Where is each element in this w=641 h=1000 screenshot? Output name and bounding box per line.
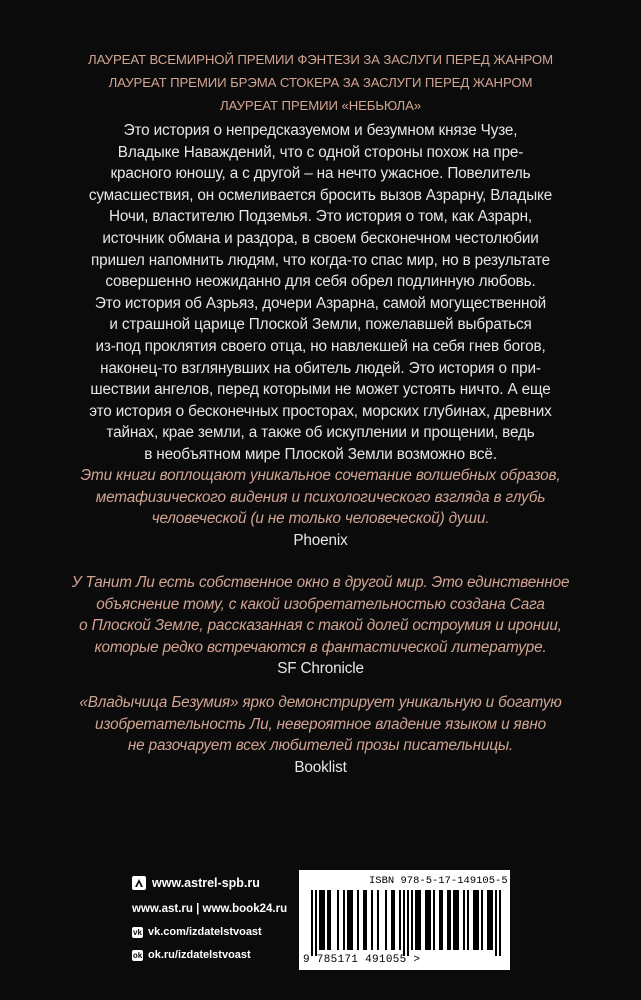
- barcode-bar: [477, 890, 479, 950]
- barcode-bar: [433, 890, 435, 950]
- site-link[interactable]: www.astrel-spb.ru: [152, 876, 260, 890]
- blurb-line: сумасшествия, он осмеливается бросить вызов Азрарну, Владыке: [88, 186, 553, 204]
- barcode-bar: [357, 890, 359, 950]
- vk-icon: vk: [133, 927, 142, 937]
- barcode-bar: [429, 890, 431, 950]
- quote-line: о Плоской Земле, рассказанная с такой долей остроумия и иронии,: [79, 617, 562, 635]
- awards-block: [0, 48, 641, 117]
- award-line: ЛАУРЕАТ ВСЕМИРНОЙ ПРЕМИИ ФЭНТЕЗИ ЗА ЗАСЛУГИ ПЕРЕД ЖАНРОМ: [88, 52, 553, 67]
- barcode-bar: [315, 890, 317, 956]
- contact-ok-row[interactable]: [132, 949, 251, 961]
- blurb-line: совершенно неожиданно для себя обрел подлинную любовь.: [105, 273, 536, 291]
- barcode-bar: [343, 890, 345, 950]
- barcode-bar: [349, 890, 351, 950]
- barcode-bar: [491, 890, 493, 950]
- barcode-bar: [419, 890, 421, 950]
- quote-line: метафизического видения и психологического взгляда в глубь: [95, 488, 546, 506]
- barcode-bar: [319, 890, 321, 950]
- blurb-line: шествии ангелов, перед которыми не может устоять ничто. А еще: [90, 381, 551, 399]
- award-line: ЛАУРЕАТ ПРЕМИИ «НЕБЬЮЛА»: [219, 98, 422, 113]
- barcode-bar: [327, 890, 329, 950]
- barcode-bar: [323, 890, 325, 950]
- contact-site-row[interactable]: [132, 876, 260, 890]
- barcode-bar: [407, 890, 409, 956]
- blurb-line: источник обмана и раздора, в своем бесконечном честолюбии: [102, 229, 539, 247]
- barcode-bar: [337, 890, 339, 950]
- quote-line: не разочарует всех любителей прозы писательницы.: [127, 737, 514, 755]
- barcode-bar: [411, 890, 413, 950]
- barcode-bar: [475, 890, 477, 950]
- quote-line: У Танит Ли есть собственное окно в другой мир. Это единственное: [71, 574, 570, 591]
- barcode-bar: [417, 890, 419, 950]
- blurb-line: наконец-то взглянувших на обитель людей. Это история о при-: [100, 359, 541, 377]
- barcode-bar: [365, 890, 367, 950]
- barcode-bar: [453, 890, 455, 950]
- blurb-line: в необъятном мире Плоской Земли возможно всё.: [144, 445, 497, 463]
- quote-source: Phoenix: [293, 531, 348, 549]
- blurb-line: пришел напомнить людям, что когда-то спас мир, но в результате: [90, 251, 551, 269]
- barcode-bar: [439, 890, 441, 950]
- blurb-line: это история о бесконечных просторах, морских глубинах, древних: [89, 402, 552, 420]
- quote-line: которые редко встречаются в фантастической литературе.: [94, 638, 547, 656]
- sites-links[interactable]: www.ast.ru | www.book24.ru: [132, 903, 288, 915]
- review-quote-booklist: [0, 692, 641, 778]
- quote-line: объяснение тому, с какой изобретательностью создана Сага: [96, 595, 545, 613]
- book-blurb: [0, 120, 641, 466]
- barcode-bar: [415, 890, 417, 950]
- barcode-bar: [391, 890, 393, 950]
- isbn-label: ISBN 978-5-17-149105-5: [369, 875, 508, 887]
- barcode-bar: [403, 890, 405, 956]
- contact-vk-row[interactable]: [132, 926, 262, 938]
- barcode-bar: [467, 890, 469, 950]
- barcode-panel: [299, 870, 510, 970]
- barcode-bar: [377, 890, 379, 950]
- blurb-line: и страшной царице Плоской Земли, пожелавшей выбраться: [109, 316, 532, 334]
- award-line: ЛАУРЕАТ ПРЕМИИ БРЭМА СТОКЕРА ЗА ЗАСЛУГИ ПЕРЕД ЖАНРОМ: [108, 75, 533, 90]
- quote-source: SF Chronicle: [277, 660, 364, 678]
- quote-source: Booklist: [294, 758, 347, 776]
- contact-sites-row[interactable]: [132, 903, 287, 915]
- barcode-bar: [447, 890, 449, 950]
- ok-icon: ok: [132, 950, 143, 960]
- review-quote-phoenix: [0, 465, 641, 551]
- barcode-bar: [425, 890, 427, 950]
- blurb-line: из-под проклятия своего отца, но навлекшей на себя гнев богов,: [95, 337, 546, 355]
- barcode-bar: [473, 890, 475, 950]
- barcode-bar: [311, 890, 313, 956]
- blurb-line: тайнах, крае земли, а также об искуплении и прощении, ведь: [106, 424, 535, 442]
- review-quote-sf-chronicle: [0, 572, 641, 680]
- blurb-line: Это история об Азрьяз, дочери Азрарна, самой могущественной: [94, 294, 547, 312]
- barcode-bar: [321, 890, 323, 950]
- quote-line: Эти книги воплощают уникальное сочетание волшебных образов,: [80, 467, 561, 484]
- barcode-digits: 9 785171 491055 >: [303, 954, 421, 966]
- barcode-bar: [441, 890, 443, 950]
- barcode-bar: [481, 890, 483, 950]
- barcode-bar: [449, 890, 451, 950]
- ok-link[interactable]: ok.ru/izdatelstvoast: [148, 949, 251, 961]
- barcode-bar: [385, 890, 387, 950]
- barcode-bar: [463, 890, 465, 950]
- quote-line: человеческой (и не только человеческой) души.: [151, 510, 490, 528]
- blurb-line: красного юношу, а с другой – на нечто ужасное. Повелитель: [110, 165, 531, 183]
- quote-line: изобретательность Ли, невероятное владение языком и явно: [94, 715, 547, 733]
- blurb-line: Владыке Наваждений, что с одной стороны похож на пре-: [117, 143, 524, 161]
- barcode-bar: [455, 890, 457, 950]
- barcode-bar: [495, 890, 497, 956]
- barcode-bar: [427, 890, 429, 950]
- blurb-line: Это история о непредсказуемом и безумном князе Чузе,: [123, 122, 518, 139]
- vk-link[interactable]: vk.com/izdatelstvoast: [148, 926, 262, 938]
- barcode-bar: [457, 890, 459, 950]
- barcode-bar: [399, 890, 401, 950]
- barcode-bar: [487, 890, 489, 950]
- quote-line: «Владычица Безумия» ярко демонстрирует уникальную и богатую: [79, 694, 562, 711]
- blurb-line: Ночи, властителю Подземья. Это история о том, как Азрарн,: [108, 208, 533, 226]
- barcode-bar: [347, 890, 349, 950]
- barcode-bar: [329, 890, 331, 950]
- barcode-bar: [371, 890, 373, 950]
- barcode-bar: [351, 890, 353, 950]
- barcode-bar: [393, 890, 395, 950]
- barcode-bar: [363, 890, 365, 950]
- barcode-bar: [499, 890, 501, 956]
- barcode-bar: [489, 890, 491, 950]
- astrel-logo-icon: [132, 876, 146, 890]
